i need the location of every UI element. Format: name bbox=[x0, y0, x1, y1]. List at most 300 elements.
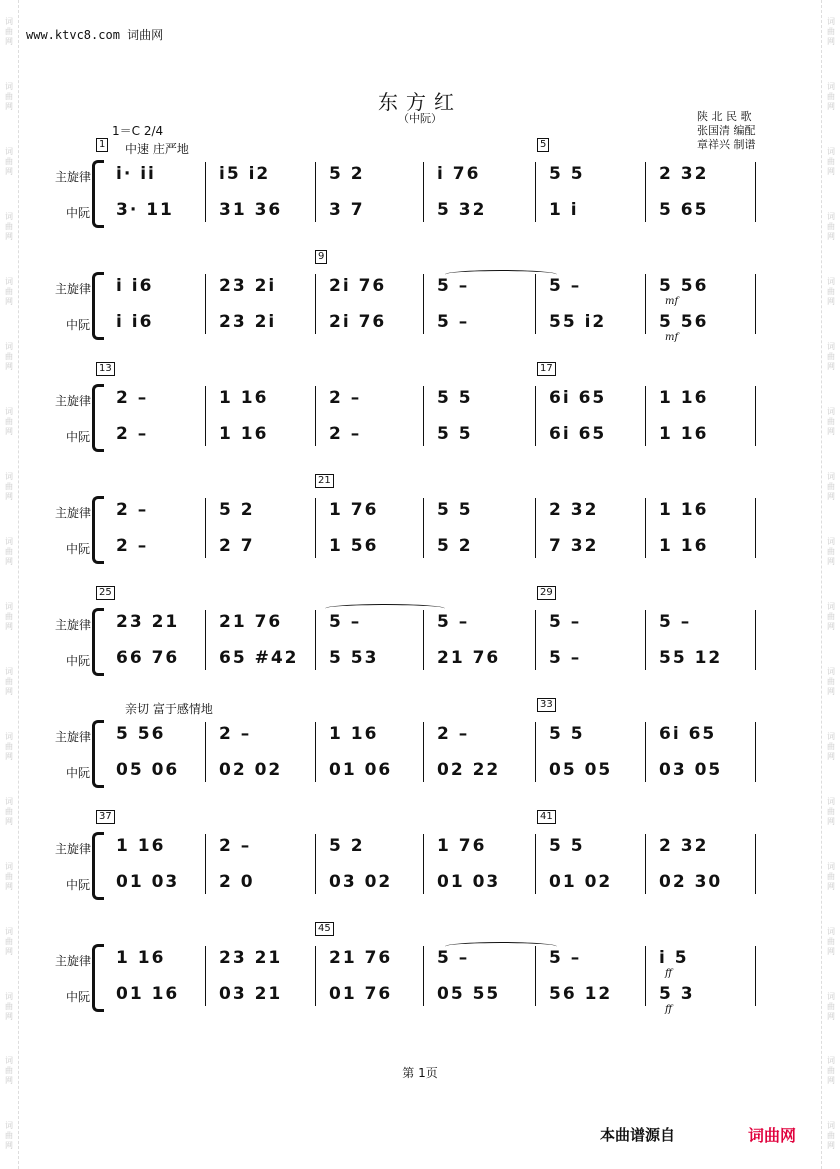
watermark-char: 网 bbox=[5, 167, 13, 177]
watermark-char: 曲 bbox=[5, 1066, 13, 1076]
barline bbox=[755, 162, 756, 222]
zhongruan-measure: 03 02 bbox=[329, 872, 393, 892]
barline bbox=[755, 498, 756, 558]
melody-measure: 2 32 bbox=[659, 836, 709, 856]
zhongruan-measure: 5 32 bbox=[437, 200, 487, 220]
watermark-char: 词 bbox=[5, 796, 13, 806]
watermark-char: 网 bbox=[827, 556, 835, 566]
melody-measure: 5 2 bbox=[219, 500, 255, 520]
zhongruan-measure: 5 5 bbox=[437, 424, 473, 444]
melody-measure: 2 – bbox=[116, 388, 149, 408]
dynamic-mark: ff bbox=[665, 968, 673, 979]
zhongruan-measure: 02 22 bbox=[437, 760, 501, 780]
zhongruan-measure: 1 56 bbox=[329, 536, 379, 556]
barline bbox=[315, 162, 316, 222]
zhongruan-measure: 5 3 bbox=[659, 984, 695, 1004]
melody-measure: 5 56 bbox=[659, 276, 709, 296]
barline bbox=[423, 274, 424, 334]
expression-mark: 亲切 富于感情地 bbox=[125, 702, 213, 716]
barline bbox=[645, 610, 646, 670]
footer-source-text: 本曲谱源自 bbox=[600, 1126, 676, 1144]
melody-measure: 5 2 bbox=[329, 836, 365, 856]
zhongruan-measure: 2 0 bbox=[219, 872, 255, 892]
melody-measure: 1 16 bbox=[659, 388, 709, 408]
tie-arc bbox=[445, 942, 557, 951]
credit-transcriber: 章祥兴 制谱 bbox=[697, 138, 756, 151]
barline bbox=[645, 722, 646, 782]
zhongruan-measure: 5 – bbox=[549, 648, 582, 668]
watermark-char: 曲 bbox=[827, 352, 835, 362]
watermark-char: 网 bbox=[5, 1011, 13, 1021]
watermark-char: 词 bbox=[827, 601, 835, 611]
score-system bbox=[0, 811, 840, 932]
watermark-char: 网 bbox=[5, 1141, 13, 1151]
melody-measure: 5 2 bbox=[329, 164, 365, 184]
barline bbox=[315, 610, 316, 670]
zhongruan-measure: 65 #42 bbox=[219, 648, 299, 668]
credits bbox=[697, 110, 756, 152]
melody-measure: 1 16 bbox=[329, 724, 379, 744]
part-label: 中阮 bbox=[66, 990, 91, 1004]
melody-measure: 6i 65 bbox=[549, 388, 607, 408]
measure-number: 17 bbox=[537, 362, 556, 376]
barline bbox=[645, 162, 646, 222]
melody-measure: 5 5 bbox=[549, 724, 585, 744]
barline bbox=[423, 610, 424, 670]
zhongruan-measure: 01 06 bbox=[329, 760, 393, 780]
watermark-char: 曲 bbox=[5, 287, 13, 297]
part-label: 主旋律 bbox=[55, 730, 92, 744]
barline bbox=[315, 386, 316, 446]
measure-number: 13 bbox=[96, 362, 115, 376]
melody-measure: 5 – bbox=[549, 948, 582, 968]
watermark-char: 词 bbox=[5, 1121, 13, 1131]
watermark-char: 曲 bbox=[5, 27, 13, 37]
watermark-char: 词 bbox=[827, 796, 835, 806]
zhongruan-measure: 2 – bbox=[116, 536, 149, 556]
part-label: 中阮 bbox=[66, 766, 91, 780]
part-label: 中阮 bbox=[66, 878, 91, 892]
zhongruan-measure: 5 65 bbox=[659, 200, 709, 220]
zhongruan-measure: 03 05 bbox=[659, 760, 723, 780]
watermark-char: 网 bbox=[5, 297, 13, 307]
melody-measure: 1 16 bbox=[219, 388, 269, 408]
watermark-char: 网 bbox=[827, 297, 835, 307]
watermark-char: 网 bbox=[5, 686, 13, 696]
watermark-char: 词 bbox=[5, 147, 13, 157]
barline bbox=[645, 834, 646, 894]
zhongruan-measure: 1 16 bbox=[659, 424, 709, 444]
measure-number: 5 bbox=[537, 138, 549, 152]
watermark-char: 曲 bbox=[5, 676, 13, 686]
zhongruan-measure: 5 53 bbox=[329, 648, 379, 668]
barline bbox=[535, 946, 536, 1006]
melody-measure: 5 5 bbox=[549, 836, 585, 856]
score-subtitle: （中阮） bbox=[398, 112, 442, 125]
watermark-char: 曲 bbox=[827, 482, 835, 492]
watermark-char: 曲 bbox=[827, 1001, 835, 1011]
watermark-char: 词 bbox=[5, 17, 13, 27]
score-system bbox=[0, 363, 840, 484]
melody-measure: 1 16 bbox=[659, 500, 709, 520]
zhongruan-measure: 1 16 bbox=[219, 424, 269, 444]
barline bbox=[423, 722, 424, 782]
zhongruan-measure: 23 2i bbox=[219, 312, 277, 332]
melody-measure: 2 – bbox=[116, 500, 149, 520]
watermark-char: 词 bbox=[827, 926, 835, 936]
zhongruan-measure: 01 03 bbox=[437, 872, 501, 892]
watermark-char: 词 bbox=[827, 407, 835, 417]
zhongruan-measure: 02 02 bbox=[219, 760, 283, 780]
melody-measure: 2 – bbox=[219, 836, 252, 856]
watermark-char: 词 bbox=[827, 17, 835, 27]
melody-measure: 1 76 bbox=[437, 836, 487, 856]
barline bbox=[315, 722, 316, 782]
watermark-char: 网 bbox=[5, 621, 13, 631]
measure-number: 1 bbox=[96, 138, 108, 152]
watermark-char: 词 bbox=[5, 991, 13, 1001]
part-label: 中阮 bbox=[66, 430, 91, 444]
barline bbox=[205, 386, 206, 446]
melody-measure: 5 5 bbox=[437, 500, 473, 520]
melody-measure: 1 16 bbox=[116, 836, 166, 856]
watermark-char: 网 bbox=[827, 816, 835, 826]
watermark-char: 词 bbox=[827, 991, 835, 1001]
watermark-char: 网 bbox=[827, 621, 835, 631]
barline bbox=[535, 386, 536, 446]
barline bbox=[423, 946, 424, 1006]
zhongruan-measure: 56 12 bbox=[549, 984, 613, 1004]
watermark-char: 网 bbox=[827, 362, 835, 372]
zhongruan-measure: 31 36 bbox=[219, 200, 283, 220]
watermark-char: 词 bbox=[827, 147, 835, 157]
watermark-char: 曲 bbox=[827, 611, 835, 621]
watermark-char: 网 bbox=[827, 1011, 835, 1021]
watermark-char: 网 bbox=[827, 102, 835, 112]
watermark-char: 词 bbox=[5, 407, 13, 417]
page-number: 第 1页 bbox=[402, 1066, 438, 1080]
score-system bbox=[0, 475, 840, 596]
watermark-char: 网 bbox=[827, 167, 835, 177]
barline bbox=[535, 498, 536, 558]
score-title: 东方红 bbox=[378, 90, 462, 114]
barline bbox=[205, 162, 206, 222]
barline bbox=[535, 610, 536, 670]
zhongruan-measure: 66 76 bbox=[116, 648, 180, 668]
part-label: 主旋律 bbox=[55, 618, 92, 632]
watermark-char: 词 bbox=[827, 342, 835, 352]
watermark-char: 曲 bbox=[5, 222, 13, 232]
barline bbox=[645, 386, 646, 446]
barline bbox=[755, 610, 756, 670]
watermark-char: 曲 bbox=[5, 871, 13, 881]
melody-measure: 5 56 bbox=[116, 724, 166, 744]
watermark-glyph-group bbox=[5, 1121, 13, 1151]
score-system bbox=[0, 923, 840, 1044]
barline bbox=[423, 834, 424, 894]
watermark-char: 曲 bbox=[5, 1131, 13, 1141]
zhongruan-measure: 3· 11 bbox=[116, 200, 174, 220]
melody-measure: i· ii bbox=[116, 164, 156, 184]
watermark-char: 网 bbox=[5, 1076, 13, 1086]
melody-measure: 5 – bbox=[549, 612, 582, 632]
credit-arranger: 张国清 编配 bbox=[697, 124, 756, 137]
melody-measure: 5 – bbox=[437, 612, 470, 632]
zhongruan-measure: 2 – bbox=[329, 424, 362, 444]
watermark-char: 网 bbox=[5, 37, 13, 47]
melody-measure: 2 32 bbox=[659, 164, 709, 184]
watermark-char: 网 bbox=[5, 751, 13, 761]
watermark-char: 网 bbox=[827, 232, 835, 242]
part-label: 主旋律 bbox=[55, 954, 92, 968]
watermark-glyph-group bbox=[827, 1121, 835, 1151]
measure-number: 37 bbox=[96, 810, 115, 824]
watermark-char: 网 bbox=[5, 556, 13, 566]
watermark-char: 词 bbox=[827, 1056, 835, 1066]
watermark-char: 网 bbox=[5, 232, 13, 242]
zhongruan-measure: 2 7 bbox=[219, 536, 255, 556]
barline bbox=[315, 498, 316, 558]
system-brace bbox=[92, 272, 104, 340]
melody-measure: i5 i2 bbox=[219, 164, 271, 184]
system-brace bbox=[92, 944, 104, 1012]
barline bbox=[315, 274, 316, 334]
melody-measure: 23 21 bbox=[116, 612, 180, 632]
score-system bbox=[0, 587, 840, 708]
watermark-char: 词 bbox=[5, 342, 13, 352]
watermark-char: 曲 bbox=[5, 806, 13, 816]
watermark-char: 网 bbox=[827, 881, 835, 891]
key-signature: 1＝C 2/4 bbox=[112, 124, 164, 138]
melody-measure: 1 76 bbox=[329, 500, 379, 520]
watermark-char: 网 bbox=[827, 1076, 835, 1086]
melody-measure: 2 – bbox=[437, 724, 470, 744]
watermark-char: 曲 bbox=[827, 1131, 835, 1141]
melody-measure: 5 – bbox=[437, 276, 470, 296]
watermark-char: 词 bbox=[827, 861, 835, 871]
watermark-char: 词 bbox=[827, 731, 835, 741]
zhongruan-measure: 5 2 bbox=[437, 536, 473, 556]
melody-measure: 5 5 bbox=[549, 164, 585, 184]
watermark-char: 曲 bbox=[827, 92, 835, 102]
measure-number: 25 bbox=[96, 586, 115, 600]
system-brace bbox=[92, 720, 104, 788]
system-brace bbox=[92, 160, 104, 228]
watermark-char: 词 bbox=[827, 277, 835, 287]
zhongruan-measure: 01 03 bbox=[116, 872, 180, 892]
watermark-char: 词 bbox=[827, 212, 835, 222]
watermark-char: 曲 bbox=[5, 741, 13, 751]
melody-measure: 2 32 bbox=[549, 500, 599, 520]
watermark-char: 网 bbox=[827, 37, 835, 47]
footer-brand-link[interactable]: 词曲网 bbox=[748, 1126, 797, 1145]
watermark-char: 词 bbox=[5, 731, 13, 741]
watermark-char: 曲 bbox=[827, 936, 835, 946]
barline bbox=[755, 834, 756, 894]
watermark-char: 网 bbox=[5, 881, 13, 891]
melody-measure: 6i 65 bbox=[659, 724, 717, 744]
watermark-char: 网 bbox=[5, 362, 13, 372]
measure-number: 29 bbox=[537, 586, 556, 600]
score-system bbox=[0, 251, 840, 372]
part-label: 主旋律 bbox=[55, 170, 92, 184]
barline bbox=[205, 946, 206, 1006]
melody-measure: 5 – bbox=[549, 276, 582, 296]
credit-origin: 陕 北 民 歌 bbox=[697, 110, 752, 123]
watermark-char: 词 bbox=[5, 212, 13, 222]
barline bbox=[535, 834, 536, 894]
watermark-char: 网 bbox=[827, 946, 835, 956]
watermark-glyph-group bbox=[5, 17, 13, 47]
melody-measure: 2 – bbox=[219, 724, 252, 744]
watermark-char: 词 bbox=[827, 536, 835, 546]
watermark-char: 曲 bbox=[5, 611, 13, 621]
system-brace bbox=[92, 496, 104, 564]
barline bbox=[205, 610, 206, 670]
watermark-char: 曲 bbox=[827, 27, 835, 37]
watermark-char: 曲 bbox=[827, 157, 835, 167]
watermark-char: 曲 bbox=[5, 92, 13, 102]
watermark-char: 曲 bbox=[827, 546, 835, 556]
watermark-char: 网 bbox=[5, 427, 13, 437]
watermark-char: 曲 bbox=[827, 871, 835, 881]
melody-measure: 1 16 bbox=[116, 948, 166, 968]
part-label: 主旋律 bbox=[55, 394, 92, 408]
barline bbox=[645, 946, 646, 1006]
barline bbox=[205, 498, 206, 558]
zhongruan-measure: 7 32 bbox=[549, 536, 599, 556]
barline bbox=[645, 274, 646, 334]
zhongruan-measure: 55 12 bbox=[659, 648, 723, 668]
zhongruan-measure: 2 – bbox=[116, 424, 149, 444]
watermark-char: 曲 bbox=[827, 676, 835, 686]
zhongruan-measure: 02 30 bbox=[659, 872, 723, 892]
measure-number: 21 bbox=[315, 474, 334, 488]
zhongruan-measure: 1 16 bbox=[659, 536, 709, 556]
zhongruan-measure: 01 02 bbox=[549, 872, 613, 892]
dynamic-mark: mf bbox=[665, 332, 679, 343]
watermark-char: 网 bbox=[827, 686, 835, 696]
zhongruan-measure: 5 56 bbox=[659, 312, 709, 332]
zhongruan-measure: 03 21 bbox=[219, 984, 283, 1004]
barline bbox=[423, 498, 424, 558]
tie-arc bbox=[325, 604, 445, 613]
melody-measure: 5 – bbox=[659, 612, 692, 632]
measure-number: 9 bbox=[315, 250, 327, 264]
watermark-char: 网 bbox=[5, 102, 13, 112]
barline bbox=[535, 722, 536, 782]
tie-arc bbox=[445, 270, 557, 279]
watermark-char: 网 bbox=[827, 1141, 835, 1151]
watermark-glyph-group bbox=[827, 17, 835, 47]
score-system bbox=[0, 699, 840, 820]
melody-measure: i 76 bbox=[437, 164, 481, 184]
part-label: 主旋律 bbox=[55, 842, 92, 856]
measure-number: 45 bbox=[315, 922, 334, 936]
watermark-char: 曲 bbox=[5, 157, 13, 167]
barline bbox=[205, 274, 206, 334]
part-label: 中阮 bbox=[66, 542, 91, 556]
site-url[interactable]: www.ktvc8.com 词曲网 bbox=[26, 28, 164, 42]
barline bbox=[315, 834, 316, 894]
watermark-char: 网 bbox=[827, 751, 835, 761]
zhongruan-measure: 05 55 bbox=[437, 984, 501, 1004]
watermark-char: 词 bbox=[5, 666, 13, 676]
barline bbox=[755, 274, 756, 334]
zhongruan-measure: 3 7 bbox=[329, 200, 365, 220]
measure-number: 33 bbox=[537, 698, 556, 712]
zhongruan-measure: 05 06 bbox=[116, 760, 180, 780]
barline bbox=[755, 946, 756, 1006]
watermark-char: 词 bbox=[5, 536, 13, 546]
watermark-char: 词 bbox=[5, 82, 13, 92]
watermark-char: 曲 bbox=[5, 1001, 13, 1011]
watermark-char: 词 bbox=[5, 277, 13, 287]
watermark-char: 曲 bbox=[827, 741, 835, 751]
watermark-char: 曲 bbox=[5, 482, 13, 492]
melody-measure: 5 – bbox=[329, 612, 362, 632]
melody-measure: i i6 bbox=[116, 276, 154, 296]
dynamic-mark: mf bbox=[665, 296, 679, 307]
watermark-char: 曲 bbox=[827, 806, 835, 816]
melody-measure: 2 – bbox=[329, 388, 362, 408]
zhongruan-measure: 55 i2 bbox=[549, 312, 607, 332]
watermark-char: 网 bbox=[827, 492, 835, 502]
part-label: 主旋律 bbox=[55, 282, 92, 296]
barline bbox=[423, 162, 424, 222]
watermark-char: 曲 bbox=[5, 936, 13, 946]
barline bbox=[755, 722, 756, 782]
watermark-char: 词 bbox=[827, 1121, 835, 1131]
melody-measure: 21 76 bbox=[329, 948, 393, 968]
melody-measure: 2i 76 bbox=[329, 276, 387, 296]
melody-measure: 23 21 bbox=[219, 948, 283, 968]
watermark-char: 曲 bbox=[5, 352, 13, 362]
watermark-char: 词 bbox=[5, 861, 13, 871]
barline bbox=[535, 274, 536, 334]
watermark-char: 曲 bbox=[827, 417, 835, 427]
watermark-char: 词 bbox=[5, 926, 13, 936]
part-label: 中阮 bbox=[66, 318, 91, 332]
watermark-char: 曲 bbox=[827, 1066, 835, 1076]
zhongruan-measure: 1 i bbox=[549, 200, 579, 220]
barline bbox=[755, 386, 756, 446]
zhongruan-measure: 01 76 bbox=[329, 984, 393, 1004]
barline bbox=[423, 386, 424, 446]
watermark-char: 曲 bbox=[827, 287, 835, 297]
zhongruan-measure: 05 05 bbox=[549, 760, 613, 780]
barline bbox=[315, 946, 316, 1006]
melody-measure: 5 5 bbox=[437, 388, 473, 408]
system-brace bbox=[92, 384, 104, 452]
melody-measure: i 5 bbox=[659, 948, 689, 968]
barline bbox=[205, 722, 206, 782]
watermark-char: 网 bbox=[827, 427, 835, 437]
watermark-char: 曲 bbox=[5, 546, 13, 556]
watermark-char: 词 bbox=[827, 472, 835, 482]
zhongruan-measure: i i6 bbox=[116, 312, 154, 332]
melody-measure: 23 2i bbox=[219, 276, 277, 296]
part-label: 中阮 bbox=[66, 654, 91, 668]
system-brace bbox=[92, 608, 104, 676]
watermark-char: 词 bbox=[5, 1056, 13, 1066]
barline bbox=[645, 498, 646, 558]
barline bbox=[535, 162, 536, 222]
system-brace bbox=[92, 832, 104, 900]
watermark-char: 曲 bbox=[827, 222, 835, 232]
watermark-char: 词 bbox=[5, 472, 13, 482]
melody-measure: 21 76 bbox=[219, 612, 283, 632]
